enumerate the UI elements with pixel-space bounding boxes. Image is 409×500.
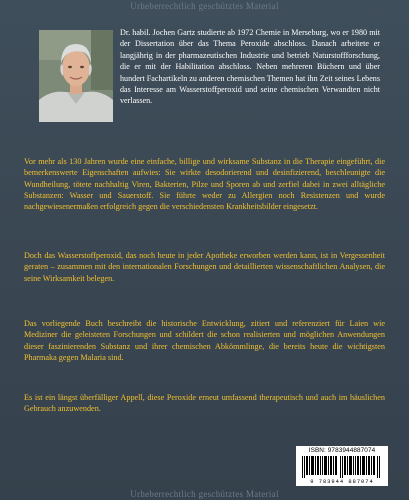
watermark-top: Urheberrechtlich geschütztes Material: [130, 1, 279, 11]
blurb-paragraph: Doch das Wasserstoffperoxid, das noch heute in jeder Apotheke erworben werden kann, ist in Vergessenheit geraten – zusammen mit den internationalen Forschungen und detaillierten wissenschaftlichen Analysen, die seine Wirksamkeit belegen.: [24, 251, 385, 283]
isbn-barcode: [296, 446, 388, 486]
barcode-bars-icon: [302, 456, 382, 478]
blurb-paragraph: Es ist ein längst überfälliger Appell, diese Peroxide erneut umfassend therapeutisch und auch im häuslichen Gebrauch anzuwenden.: [24, 393, 385, 414]
author-photo: [39, 30, 113, 122]
blurb-paragraph: Das vorliegende Buch beschreibt die historische Entwicklung, zitiert und referenziert für Laien wie Mediziner die geleisteten Forschungen und schildert die schon realisierten und möglichen Anwendungen dieser faszinierenden Substanz und ihrer chemischen Abkömmlinge, die bereits heute die wichtigsten Pharmaka gegen Malaria sind.: [24, 319, 385, 362]
watermark-bottom: Urheberrechtlich geschütztes Material: [130, 489, 279, 499]
isbn-label: ISBN: 9783944887074: [308, 447, 376, 454]
author-portrait-image: [39, 30, 113, 122]
blurb-paragraph: Vor mehr als 130 Jahren wurde eine einfache, billige und wirksame Substanz in die Therapie eingeführt, die bemerkenswerte Eigenschaften aufwies: Sie wirkte desodorierend und desinfizierend, beschleunigte die Wundheilung, tötete nachhaltig Viren, Bakterien, Pilze und Sporen ab und zerfiel dabei in zwei alltägliche Substanzen: Wasser und Sauerstoff. Sie führte weder zu Allergien noch Resistenzen und wurde nachgewiesenermaßen erfolgreich gegen die verschiedensten Krankheitsbilder eingesetzt.: [24, 157, 385, 212]
author-bio: Dr. habil. Jochen Gartz studierte ab 1972 Chemie in Merseburg, wo er 1980 mit der Dissertation über das Thema Peroxide abschloss. Danach arbeitete er langjährig in der pharmazeutischen Industrie und betrieb Naturstoffforschung, die er mit der Habilitation abschloss. Neben mehreren Büchern und über hundert Fachartikeln zu anderen chemischen Themen hat ihn Zeit seines Lebens das Interesse am Wasserstoffperoxid und seine chemischen Verwandten nicht verlassen.: [120, 28, 380, 106]
barcode-digits: 9 783944 887074: [310, 479, 374, 485]
